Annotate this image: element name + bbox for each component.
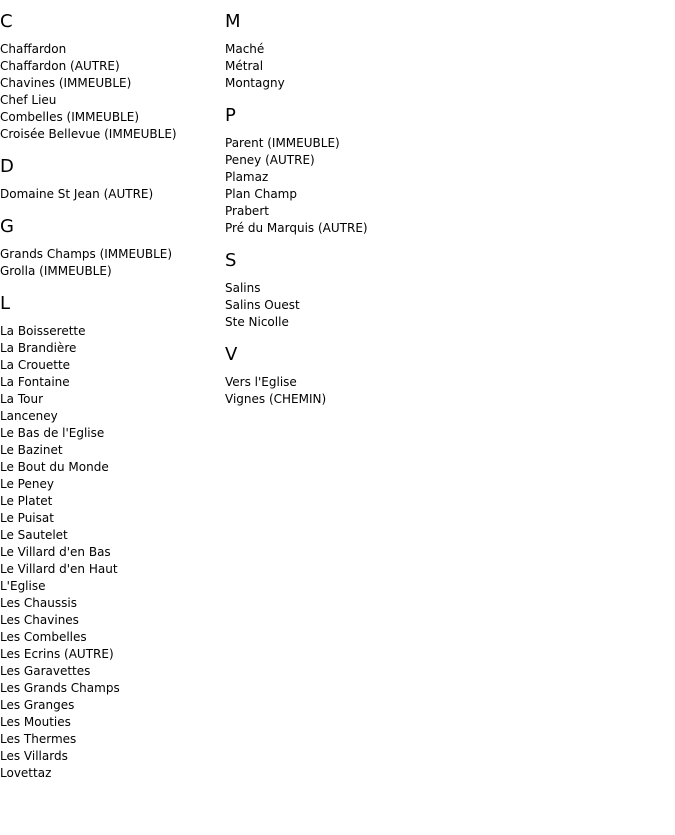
list-item bbox=[225, 58, 665, 75]
place-link[interactable]: La Fontaine bbox=[0, 375, 70, 389]
list-item bbox=[0, 612, 222, 629]
letter-heading: C bbox=[0, 11, 13, 32]
place-link[interactable]: Vers l'Eglise bbox=[225, 375, 297, 389]
list-item bbox=[0, 357, 222, 374]
place-link[interactable]: Les Grands Champs bbox=[0, 681, 120, 695]
list-item bbox=[0, 58, 222, 75]
place-link[interactable]: Le Bas de l'Eglise bbox=[0, 426, 105, 440]
list-item bbox=[225, 280, 665, 297]
place-link[interactable]: Le Bazinet bbox=[0, 443, 63, 457]
list-item bbox=[0, 714, 222, 731]
letter-group bbox=[0, 216, 222, 280]
place-link[interactable]: Parent (IMMEUBLE) bbox=[225, 136, 340, 150]
list-item bbox=[225, 297, 665, 314]
place-link[interactable]: Le Villard d'en Haut bbox=[0, 562, 118, 576]
place-link[interactable]: Lanceney bbox=[0, 409, 58, 423]
place-link[interactable]: Le Bout du Monde bbox=[0, 460, 109, 474]
place-link[interactable]: Le Puisat bbox=[0, 511, 54, 525]
place-list bbox=[0, 41, 222, 143]
place-link[interactable]: La Crouette bbox=[0, 358, 71, 372]
place-link[interactable]: Chef Lieu bbox=[0, 93, 57, 107]
place-list bbox=[0, 323, 222, 782]
place-list bbox=[225, 41, 665, 92]
list-item bbox=[0, 109, 222, 126]
list-item bbox=[0, 510, 222, 527]
letter-group bbox=[225, 105, 665, 237]
place-list bbox=[225, 374, 665, 408]
list-item bbox=[0, 374, 222, 391]
list-item bbox=[225, 391, 665, 408]
place-link[interactable]: Plan Champ bbox=[225, 187, 297, 201]
list-item bbox=[0, 92, 222, 109]
place-list bbox=[225, 135, 665, 237]
place-link[interactable]: Plamaz bbox=[225, 170, 269, 184]
letter-group bbox=[0, 11, 222, 143]
place-link[interactable]: Peney (AUTRE) bbox=[225, 153, 315, 167]
place-link[interactable]: Les Ecrins (AUTRE) bbox=[0, 647, 114, 661]
place-link[interactable]: Les Garavettes bbox=[0, 664, 91, 678]
place-link[interactable]: Maché bbox=[225, 42, 265, 56]
list-item bbox=[0, 41, 222, 58]
list-item bbox=[0, 544, 222, 561]
list-item bbox=[0, 459, 222, 476]
list-item bbox=[225, 169, 665, 186]
letter-group bbox=[0, 156, 222, 203]
place-link[interactable]: Vignes (CHEMIN) bbox=[225, 392, 327, 406]
list-item bbox=[0, 527, 222, 544]
list-item bbox=[0, 663, 222, 680]
list-item bbox=[225, 314, 665, 331]
list-item bbox=[0, 765, 222, 782]
letter-heading: L bbox=[0, 293, 11, 314]
place-link[interactable]: Salins bbox=[225, 281, 261, 295]
place-link[interactable]: Croisée Bellevue (IMMEUBLE) bbox=[0, 127, 177, 141]
letter-heading: G bbox=[0, 216, 14, 237]
place-link[interactable]: Combelles (IMMEUBLE) bbox=[0, 110, 140, 124]
place-list bbox=[0, 186, 222, 203]
list-item bbox=[225, 135, 665, 152]
list-item bbox=[0, 340, 222, 357]
letter-heading: V bbox=[225, 344, 238, 365]
list-item bbox=[0, 561, 222, 578]
place-link[interactable]: Les Mouties bbox=[0, 715, 71, 729]
place-link[interactable]: Chaffardon (AUTRE) bbox=[0, 59, 120, 73]
list-item bbox=[225, 75, 665, 92]
list-item bbox=[0, 263, 222, 280]
place-link[interactable]: Le Sautelet bbox=[0, 528, 68, 542]
place-link[interactable]: La Brandière bbox=[0, 341, 77, 355]
place-link[interactable]: Les Chavines bbox=[0, 613, 79, 627]
left-column bbox=[0, 0, 222, 795]
right-column bbox=[225, 0, 665, 421]
letter-group bbox=[225, 250, 665, 331]
list-item bbox=[0, 680, 222, 697]
list-item bbox=[0, 408, 222, 425]
place-link[interactable]: Les Combelles bbox=[0, 630, 87, 644]
place-link[interactable]: Lovettaz bbox=[0, 766, 52, 780]
place-link[interactable]: Le Villard d'en Bas bbox=[0, 545, 111, 559]
list-item bbox=[0, 731, 222, 748]
list-item bbox=[225, 220, 665, 237]
list-item bbox=[0, 126, 222, 143]
place-link[interactable]: Chaffardon bbox=[0, 42, 67, 56]
list-item bbox=[225, 186, 665, 203]
list-item bbox=[0, 425, 222, 442]
list-item bbox=[0, 246, 222, 263]
place-link[interactable]: Le Platet bbox=[0, 494, 53, 508]
list-item bbox=[225, 41, 665, 58]
list-item bbox=[0, 697, 222, 714]
letter-heading: D bbox=[0, 156, 14, 177]
place-link[interactable]: Grands Champs (IMMEUBLE) bbox=[0, 247, 173, 261]
list-item bbox=[0, 646, 222, 663]
list-item bbox=[225, 203, 665, 220]
place-link[interactable]: L'Eglise bbox=[0, 579, 46, 593]
list-item bbox=[0, 323, 222, 340]
letter-group bbox=[225, 344, 665, 408]
place-link[interactable]: Salins Ouest bbox=[225, 298, 300, 312]
place-link[interactable]: Grolla (IMMEUBLE) bbox=[0, 264, 112, 278]
letter-heading: M bbox=[225, 11, 241, 32]
place-link[interactable]: La Tour bbox=[0, 392, 44, 406]
place-link[interactable]: Montagny bbox=[225, 76, 285, 90]
place-link[interactable]: Prabert bbox=[225, 204, 269, 218]
list-item bbox=[0, 186, 222, 203]
list-item bbox=[0, 442, 222, 459]
list-item bbox=[0, 493, 222, 510]
letter-heading: S bbox=[225, 250, 237, 271]
place-link[interactable]: Les Thermes bbox=[0, 732, 77, 746]
place-link[interactable]: La Boisserette bbox=[0, 324, 86, 338]
place-link[interactable]: Pré du Marquis (AUTRE) bbox=[225, 221, 368, 235]
letter-group bbox=[0, 293, 222, 782]
list-item bbox=[0, 629, 222, 646]
place-list bbox=[225, 280, 665, 331]
letter-group bbox=[225, 11, 665, 92]
list-item bbox=[225, 374, 665, 391]
place-link[interactable]: Les Granges bbox=[0, 698, 75, 712]
place-link[interactable]: Le Peney bbox=[0, 477, 54, 491]
place-link[interactable]: Chavines (IMMEUBLE) bbox=[0, 76, 132, 90]
list-item bbox=[0, 391, 222, 408]
place-link[interactable]: Les Chaussis bbox=[0, 596, 77, 610]
place-link[interactable]: Ste Nicolle bbox=[225, 315, 289, 329]
list-item bbox=[0, 75, 222, 92]
letter-heading: P bbox=[225, 105, 236, 126]
list-item bbox=[0, 595, 222, 612]
list-item bbox=[0, 748, 222, 765]
list-item bbox=[0, 578, 222, 595]
place-link[interactable]: Domaine St Jean (AUTRE) bbox=[0, 187, 154, 201]
list-item bbox=[0, 476, 222, 493]
place-list bbox=[0, 246, 222, 280]
place-link[interactable]: Les Villards bbox=[0, 749, 68, 763]
list-item bbox=[225, 152, 665, 169]
place-link[interactable]: Métral bbox=[225, 59, 264, 73]
